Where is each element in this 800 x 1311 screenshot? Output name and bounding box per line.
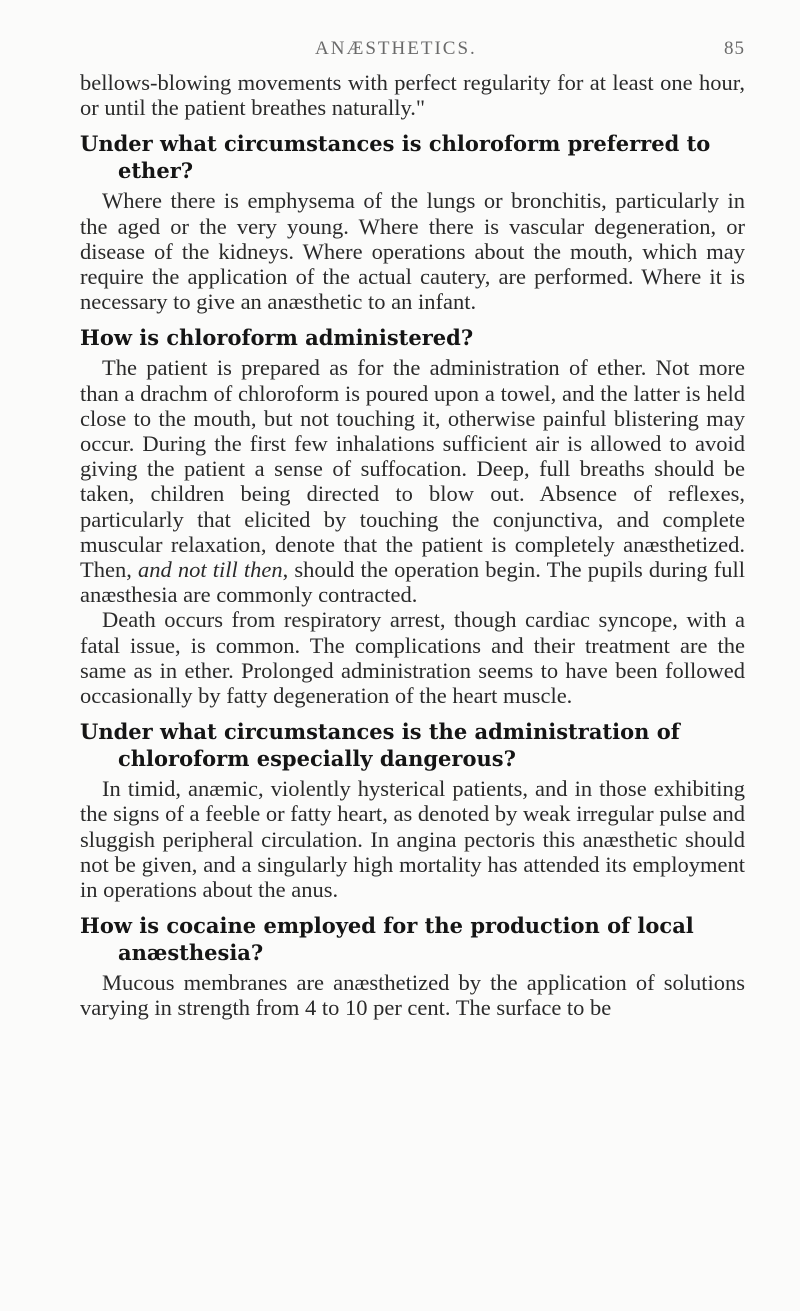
running-head	[80, 38, 745, 68]
question-cocaine-local: How is cocaine employed for the production of local anæsthesia?	[80, 913, 694, 966]
running-title: ANÆSTHETICS.	[315, 38, 477, 59]
answer-emphasis: and not till then	[138, 557, 283, 583]
answer-chloroform-preferred: Where there is emphysema of the lungs or bronchitis, particularly in the aged or the very young. Where there is vascular degeneration, or disease of the kidneys. Where operations about the mouth, which may require the application of the actual cautery, are performed. Where it is necessary to give an anæsthetic to an infant.	[80, 188, 745, 315]
answer-chloroform-death-paragraph: Death occurs from respiratory arrest, though cardiac syncope, with a fatal issue, is common. The complications and their treatment are the same as in ether. Prolonged administration seems to have been followed occasionally by fatty degeneration of the heart muscle.	[80, 607, 745, 709]
body-text	[80, 70, 745, 1021]
answer-text-part2: , should the operation begin. The pupils during full anæsthesia are commonly contracted.	[80, 557, 746, 608]
question-chloroform-preferred: Under what circumstances is chloroform preferred to ether?	[80, 131, 711, 184]
answer-cocaine-local: Mucous membranes are anæsthetized by the application of solutions varying in strength from 4 to 10 per cent. The surface to be	[80, 970, 745, 1021]
answer-chloroform-dangerous: In timid, anæmic, violently hysterical patients, and in those exhibiting the signs of a feeble or fatty heart, as denoted by weak irregular pulse and sluggish peripheral circulation. In angina pectoris this anæsthetic should not be given, and a singularly high mortality has attended its employment in operations about the anus.	[80, 776, 745, 903]
answer-chloroform-administered	[80, 355, 745, 607]
question-chloroform-dangerous: Under what circumstances is the administration of chloroform especially dangerous?	[80, 719, 680, 772]
page-number: 85	[724, 38, 745, 59]
answer-text-part1: The patient is prepared as for the administration of ether. Not more than a drachm of chloroform is poured upon a towel, and the latter is held close to the mouth, but not touching it, otherwise painful blistering may occur. During the first few inhalations sufficient air is allowed to avoid giving the patient a sense of suffocation. Deep, full breaths should be taken, children being directed to blow out. Absence of reflexes, particularly that elicited by touching the conjunctiva, and complete muscular relaxation, denote that the patient is completely anæsthetized. Then,	[80, 355, 745, 583]
question-chloroform-administered: How is chloroform administered?	[80, 325, 474, 351]
continuation-paragraph: bellows-blowing movements with perfect regularity for at least one hour, or until the patient breathes naturally."	[80, 70, 745, 121]
